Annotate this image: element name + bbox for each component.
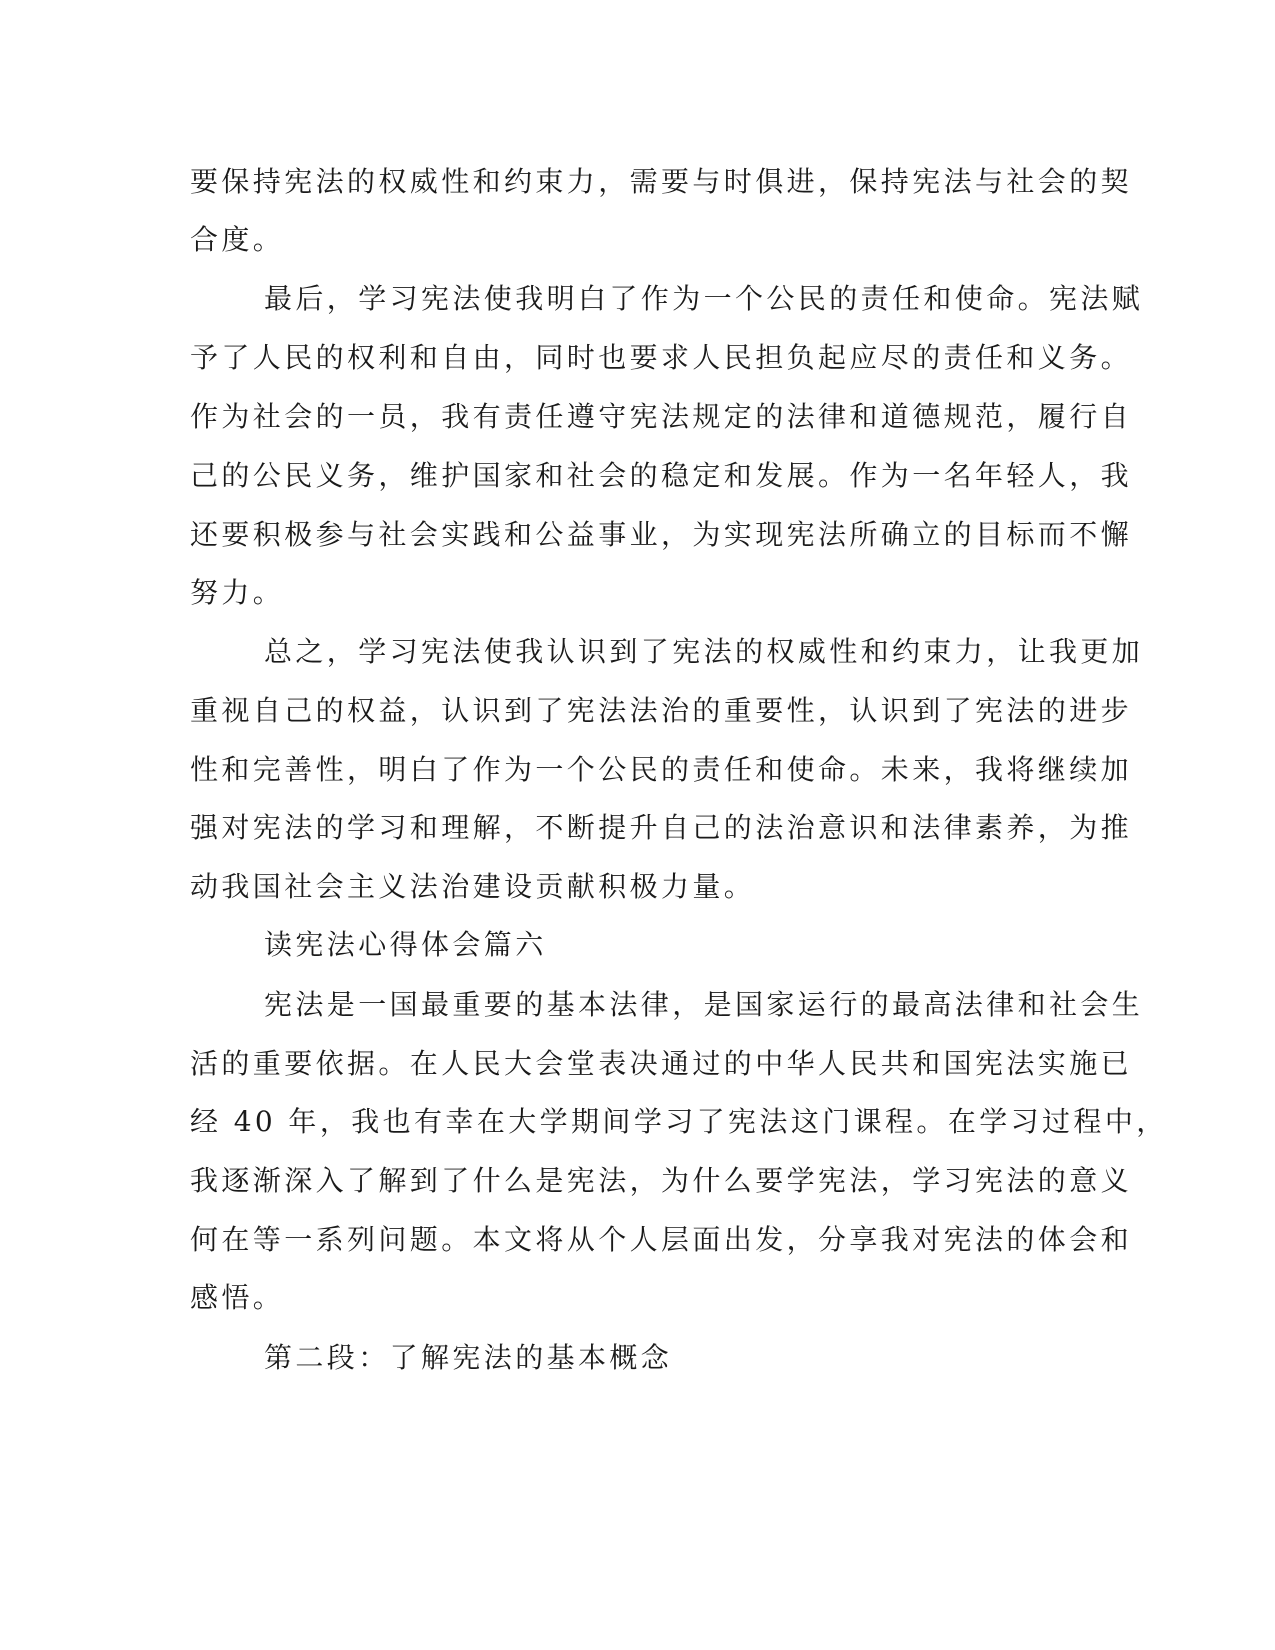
paragraph-line: 努力。	[190, 576, 285, 609]
paragraph-line: 动我国社会主义法治建设贡献积极力量。	[190, 870, 756, 903]
section-heading: 读宪法心得体会篇六	[264, 928, 547, 961]
paragraph-line: 何在等一系列问题。本文将从个人层面出发，分享我对宪法的体会和	[190, 1223, 1133, 1256]
paragraph-line: 最后，学习宪法使我明白了作为一个公民的责任和使命。宪法赋	[264, 282, 1144, 315]
paragraph-line: 重视自己的权益，认识到了宪法法治的重要性，认识到了宪法的进步	[190, 694, 1133, 727]
paragraph-line: 还要积极参与社会实践和公益事业，为实现宪法所确立的目标而不懈	[190, 518, 1133, 551]
paragraph-line: 经 40 年，我也有幸在大学期间学习了宪法这门课程。在学习过程中，	[190, 1105, 1168, 1138]
section-heading: 第二段：了解宪法的基本概念	[264, 1341, 673, 1374]
paragraph-line: 作为社会的一员，我有责任遵守宪法规定的法律和道德规范，履行自	[190, 400, 1133, 433]
paragraph-line: 我逐渐深入了解到了什么是宪法，为什么要学宪法，学习宪法的意义	[190, 1164, 1133, 1197]
paragraph-line: 强对宪法的学习和理解，不断提升自己的法治意识和法律素养，为推	[190, 811, 1133, 844]
paragraph-line: 予了人民的权利和自由，同时也要求人民担负起应尽的责任和义务。	[190, 341, 1133, 374]
paragraph-line: 宪法是一国最重要的基本法律，是国家运行的最高法律和社会生	[264, 988, 1144, 1021]
paragraph-line: 己的公民义务，维护国家和社会的稳定和发展。作为一名年轻人，我	[190, 459, 1133, 492]
paragraph-line: 合度。	[190, 223, 285, 256]
paragraph-line: 感悟。	[190, 1281, 285, 1314]
paragraph-line: 活的重要依据。在人民大会堂表决通过的中华人民共和国宪法实施已	[190, 1047, 1133, 1080]
paragraph-line: 要保持宪法的权威性和约束力，需要与时俱进，保持宪法与社会的契	[190, 165, 1133, 198]
paragraph-line: 性和完善性，明白了作为一个公民的责任和使命。未来，我将继续加	[190, 753, 1133, 786]
paragraph-line: 总之，学习宪法使我认识到了宪法的权威性和约束力，让我更加	[264, 635, 1144, 668]
